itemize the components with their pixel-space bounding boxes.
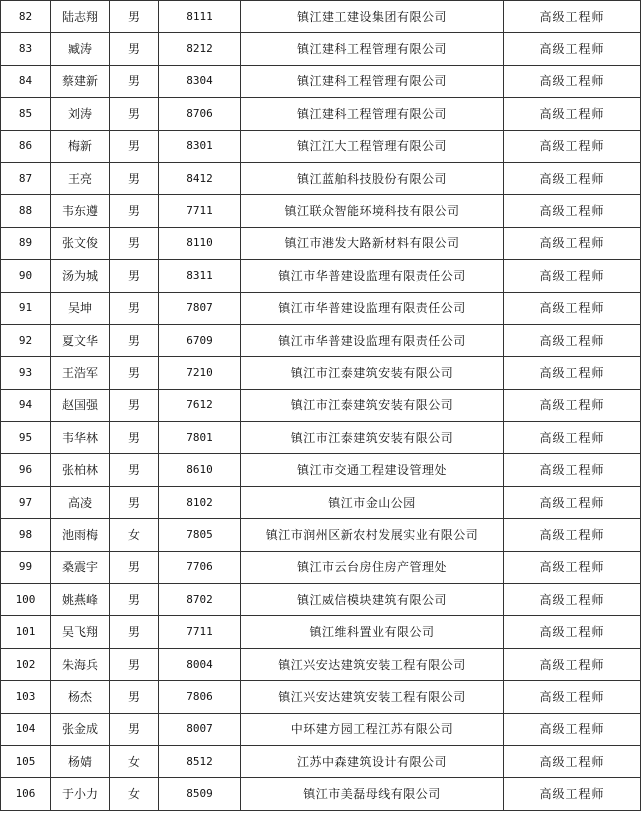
gender-cell: 男 — [110, 584, 159, 616]
gender-cell: 男 — [110, 422, 159, 454]
gender-cell: 男 — [110, 33, 159, 65]
code-cell: 8110 — [159, 227, 241, 259]
code-cell: 8304 — [159, 65, 241, 97]
table-row — [1, 33, 641, 65]
gender-cell: 男 — [110, 227, 159, 259]
gender-cell: 男 — [110, 389, 159, 421]
name-cell: 姚燕峰 — [51, 584, 110, 616]
table-row — [1, 324, 641, 356]
code-cell: 8102 — [159, 486, 241, 518]
name-cell: 梅新 — [51, 130, 110, 162]
company-cell: 镇江联众智能环境科技有限公司 — [241, 195, 504, 227]
name-cell: 夏文华 — [51, 324, 110, 356]
code-cell: 7806 — [159, 681, 241, 713]
company-cell: 镇江市美磊母线有限公司 — [241, 778, 504, 810]
company-cell: 镇江建工建设集团有限公司 — [241, 1, 504, 33]
table-row — [1, 389, 641, 421]
table-row — [1, 422, 641, 454]
row-number-cell: 99 — [1, 551, 51, 583]
row-number-cell: 83 — [1, 33, 51, 65]
title-cell: 高级工程师 — [504, 616, 641, 648]
table-row — [1, 1, 641, 33]
title-cell: 高级工程师 — [504, 486, 641, 518]
table-row — [1, 130, 641, 162]
gender-cell: 男 — [110, 713, 159, 745]
title-cell: 高级工程师 — [504, 292, 641, 324]
code-cell: 8702 — [159, 584, 241, 616]
code-cell: 8311 — [159, 260, 241, 292]
row-number-cell: 106 — [1, 778, 51, 810]
title-cell: 高级工程师 — [504, 551, 641, 583]
title-cell: 高级工程师 — [504, 745, 641, 777]
gender-cell: 男 — [110, 357, 159, 389]
title-cell: 高级工程师 — [504, 422, 641, 454]
code-cell: 8412 — [159, 162, 241, 194]
row-number-cell: 94 — [1, 389, 51, 421]
row-number-cell: 90 — [1, 260, 51, 292]
title-cell: 高级工程师 — [504, 454, 641, 486]
name-cell: 高凌 — [51, 486, 110, 518]
row-number-cell: 101 — [1, 616, 51, 648]
row-number-cell: 91 — [1, 292, 51, 324]
gender-cell: 男 — [110, 486, 159, 518]
title-cell: 高级工程师 — [504, 98, 641, 130]
row-number-cell: 104 — [1, 713, 51, 745]
gender-cell: 男 — [110, 162, 159, 194]
row-number-cell: 87 — [1, 162, 51, 194]
row-number-cell: 92 — [1, 324, 51, 356]
gender-cell: 男 — [110, 551, 159, 583]
name-cell: 吴坤 — [51, 292, 110, 324]
company-cell: 镇江市润州区新农村发展实业有限公司 — [241, 519, 504, 551]
code-cell: 8212 — [159, 33, 241, 65]
name-cell: 汤为城 — [51, 260, 110, 292]
code-cell: 8004 — [159, 648, 241, 680]
table-row — [1, 195, 641, 227]
company-cell: 镇江市江泰建筑安装有限公司 — [241, 389, 504, 421]
gender-cell: 男 — [110, 292, 159, 324]
company-cell: 镇江建科工程管理有限公司 — [241, 98, 504, 130]
row-number-cell: 88 — [1, 195, 51, 227]
gender-cell: 男 — [110, 195, 159, 227]
roster-body — [1, 1, 641, 811]
name-cell: 王亮 — [51, 162, 110, 194]
company-cell: 镇江市江泰建筑安装有限公司 — [241, 422, 504, 454]
title-cell: 高级工程师 — [504, 130, 641, 162]
row-number-cell: 89 — [1, 227, 51, 259]
name-cell: 臧涛 — [51, 33, 110, 65]
company-cell: 镇江兴安达建筑安装工程有限公司 — [241, 648, 504, 680]
title-cell: 高级工程师 — [504, 33, 641, 65]
company-cell: 镇江市华普建设监理有限责任公司 — [241, 324, 504, 356]
title-cell: 高级工程师 — [504, 519, 641, 551]
title-cell: 高级工程师 — [504, 1, 641, 33]
code-cell: 7711 — [159, 195, 241, 227]
gender-cell: 女 — [110, 778, 159, 810]
company-cell: 镇江市云台房住房产管理处 — [241, 551, 504, 583]
code-cell: 7706 — [159, 551, 241, 583]
name-cell: 刘涛 — [51, 98, 110, 130]
name-cell: 张金成 — [51, 713, 110, 745]
name-cell: 池雨梅 — [51, 519, 110, 551]
row-number-cell: 82 — [1, 1, 51, 33]
code-cell: 8706 — [159, 98, 241, 130]
gender-cell: 女 — [110, 745, 159, 777]
company-cell: 镇江市交通工程建设管理处 — [241, 454, 504, 486]
code-cell: 8610 — [159, 454, 241, 486]
title-cell: 高级工程师 — [504, 65, 641, 97]
table-row — [1, 260, 641, 292]
table-row — [1, 745, 641, 777]
table-row — [1, 227, 641, 259]
row-number-cell: 86 — [1, 130, 51, 162]
row-number-cell: 103 — [1, 681, 51, 713]
title-cell: 高级工程师 — [504, 324, 641, 356]
gender-cell: 男 — [110, 130, 159, 162]
gender-cell: 男 — [110, 260, 159, 292]
name-cell: 韦华林 — [51, 422, 110, 454]
gender-cell: 男 — [110, 98, 159, 130]
company-cell: 镇江市金山公园 — [241, 486, 504, 518]
name-cell: 韦东遵 — [51, 195, 110, 227]
row-number-cell: 97 — [1, 486, 51, 518]
code-cell: 7807 — [159, 292, 241, 324]
title-cell: 高级工程师 — [504, 778, 641, 810]
title-cell: 高级工程师 — [504, 227, 641, 259]
company-cell: 镇江市华普建设监理有限责任公司 — [241, 292, 504, 324]
table-row — [1, 778, 641, 810]
code-cell: 6709 — [159, 324, 241, 356]
title-cell: 高级工程师 — [504, 389, 641, 421]
name-cell: 杨婧 — [51, 745, 110, 777]
title-cell: 高级工程师 — [504, 162, 641, 194]
table-row — [1, 292, 641, 324]
company-cell: 镇江江大工程管理有限公司 — [241, 130, 504, 162]
title-cell: 高级工程师 — [504, 357, 641, 389]
table-row — [1, 454, 641, 486]
row-number-cell: 102 — [1, 648, 51, 680]
name-cell: 于小力 — [51, 778, 110, 810]
row-number-cell: 100 — [1, 584, 51, 616]
table-row — [1, 713, 641, 745]
name-cell: 吴飞翔 — [51, 616, 110, 648]
name-cell: 陆志翔 — [51, 1, 110, 33]
table-row — [1, 486, 641, 518]
title-cell: 高级工程师 — [504, 713, 641, 745]
name-cell: 赵国强 — [51, 389, 110, 421]
row-number-cell: 85 — [1, 98, 51, 130]
company-cell: 镇江兴安达建筑安装工程有限公司 — [241, 681, 504, 713]
code-cell: 8007 — [159, 713, 241, 745]
gender-cell: 男 — [110, 616, 159, 648]
company-cell: 江苏中森建筑设计有限公司 — [241, 745, 504, 777]
table-row — [1, 584, 641, 616]
table-row — [1, 98, 641, 130]
row-number-cell: 95 — [1, 422, 51, 454]
title-cell: 高级工程师 — [504, 260, 641, 292]
company-cell: 中环建方园工程江苏有限公司 — [241, 713, 504, 745]
row-number-cell: 98 — [1, 519, 51, 551]
gender-cell: 男 — [110, 65, 159, 97]
table-row — [1, 65, 641, 97]
row-number-cell: 105 — [1, 745, 51, 777]
title-cell: 高级工程师 — [504, 584, 641, 616]
title-cell: 高级工程师 — [504, 648, 641, 680]
gender-cell: 女 — [110, 519, 159, 551]
company-cell: 镇江建科工程管理有限公司 — [241, 33, 504, 65]
code-cell: 8512 — [159, 745, 241, 777]
table-row — [1, 357, 641, 389]
name-cell: 王浩军 — [51, 357, 110, 389]
row-number-cell: 96 — [1, 454, 51, 486]
name-cell: 桑震宇 — [51, 551, 110, 583]
name-cell: 蔡建新 — [51, 65, 110, 97]
table-row — [1, 616, 641, 648]
code-cell: 7805 — [159, 519, 241, 551]
gender-cell: 男 — [110, 324, 159, 356]
code-cell: 7612 — [159, 389, 241, 421]
table-row — [1, 681, 641, 713]
company-cell: 镇江建科工程管理有限公司 — [241, 65, 504, 97]
table-row — [1, 648, 641, 680]
row-number-cell: 84 — [1, 65, 51, 97]
gender-cell: 男 — [110, 681, 159, 713]
code-cell: 7801 — [159, 422, 241, 454]
table-row — [1, 519, 641, 551]
company-cell: 镇江维科置业有限公司 — [241, 616, 504, 648]
table-row — [1, 162, 641, 194]
company-cell: 镇江蓝舶科技股份有限公司 — [241, 162, 504, 194]
row-number-cell: 93 — [1, 357, 51, 389]
code-cell: 8509 — [159, 778, 241, 810]
name-cell: 朱海兵 — [51, 648, 110, 680]
code-cell: 8301 — [159, 130, 241, 162]
name-cell: 张文俊 — [51, 227, 110, 259]
title-cell: 高级工程师 — [504, 681, 641, 713]
code-cell: 7711 — [159, 616, 241, 648]
company-cell: 镇江威信模块建筑有限公司 — [241, 584, 504, 616]
code-cell: 7210 — [159, 357, 241, 389]
table-row — [1, 551, 641, 583]
gender-cell: 男 — [110, 648, 159, 680]
title-cell: 高级工程师 — [504, 195, 641, 227]
company-cell: 镇江市港发大路新材料有限公司 — [241, 227, 504, 259]
gender-cell: 男 — [110, 1, 159, 33]
gender-cell: 男 — [110, 454, 159, 486]
company-cell: 镇江市江泰建筑安装有限公司 — [241, 357, 504, 389]
code-cell: 8111 — [159, 1, 241, 33]
name-cell: 杨杰 — [51, 681, 110, 713]
company-cell: 镇江市华普建设监理有限责任公司 — [241, 260, 504, 292]
name-cell: 张柏林 — [51, 454, 110, 486]
